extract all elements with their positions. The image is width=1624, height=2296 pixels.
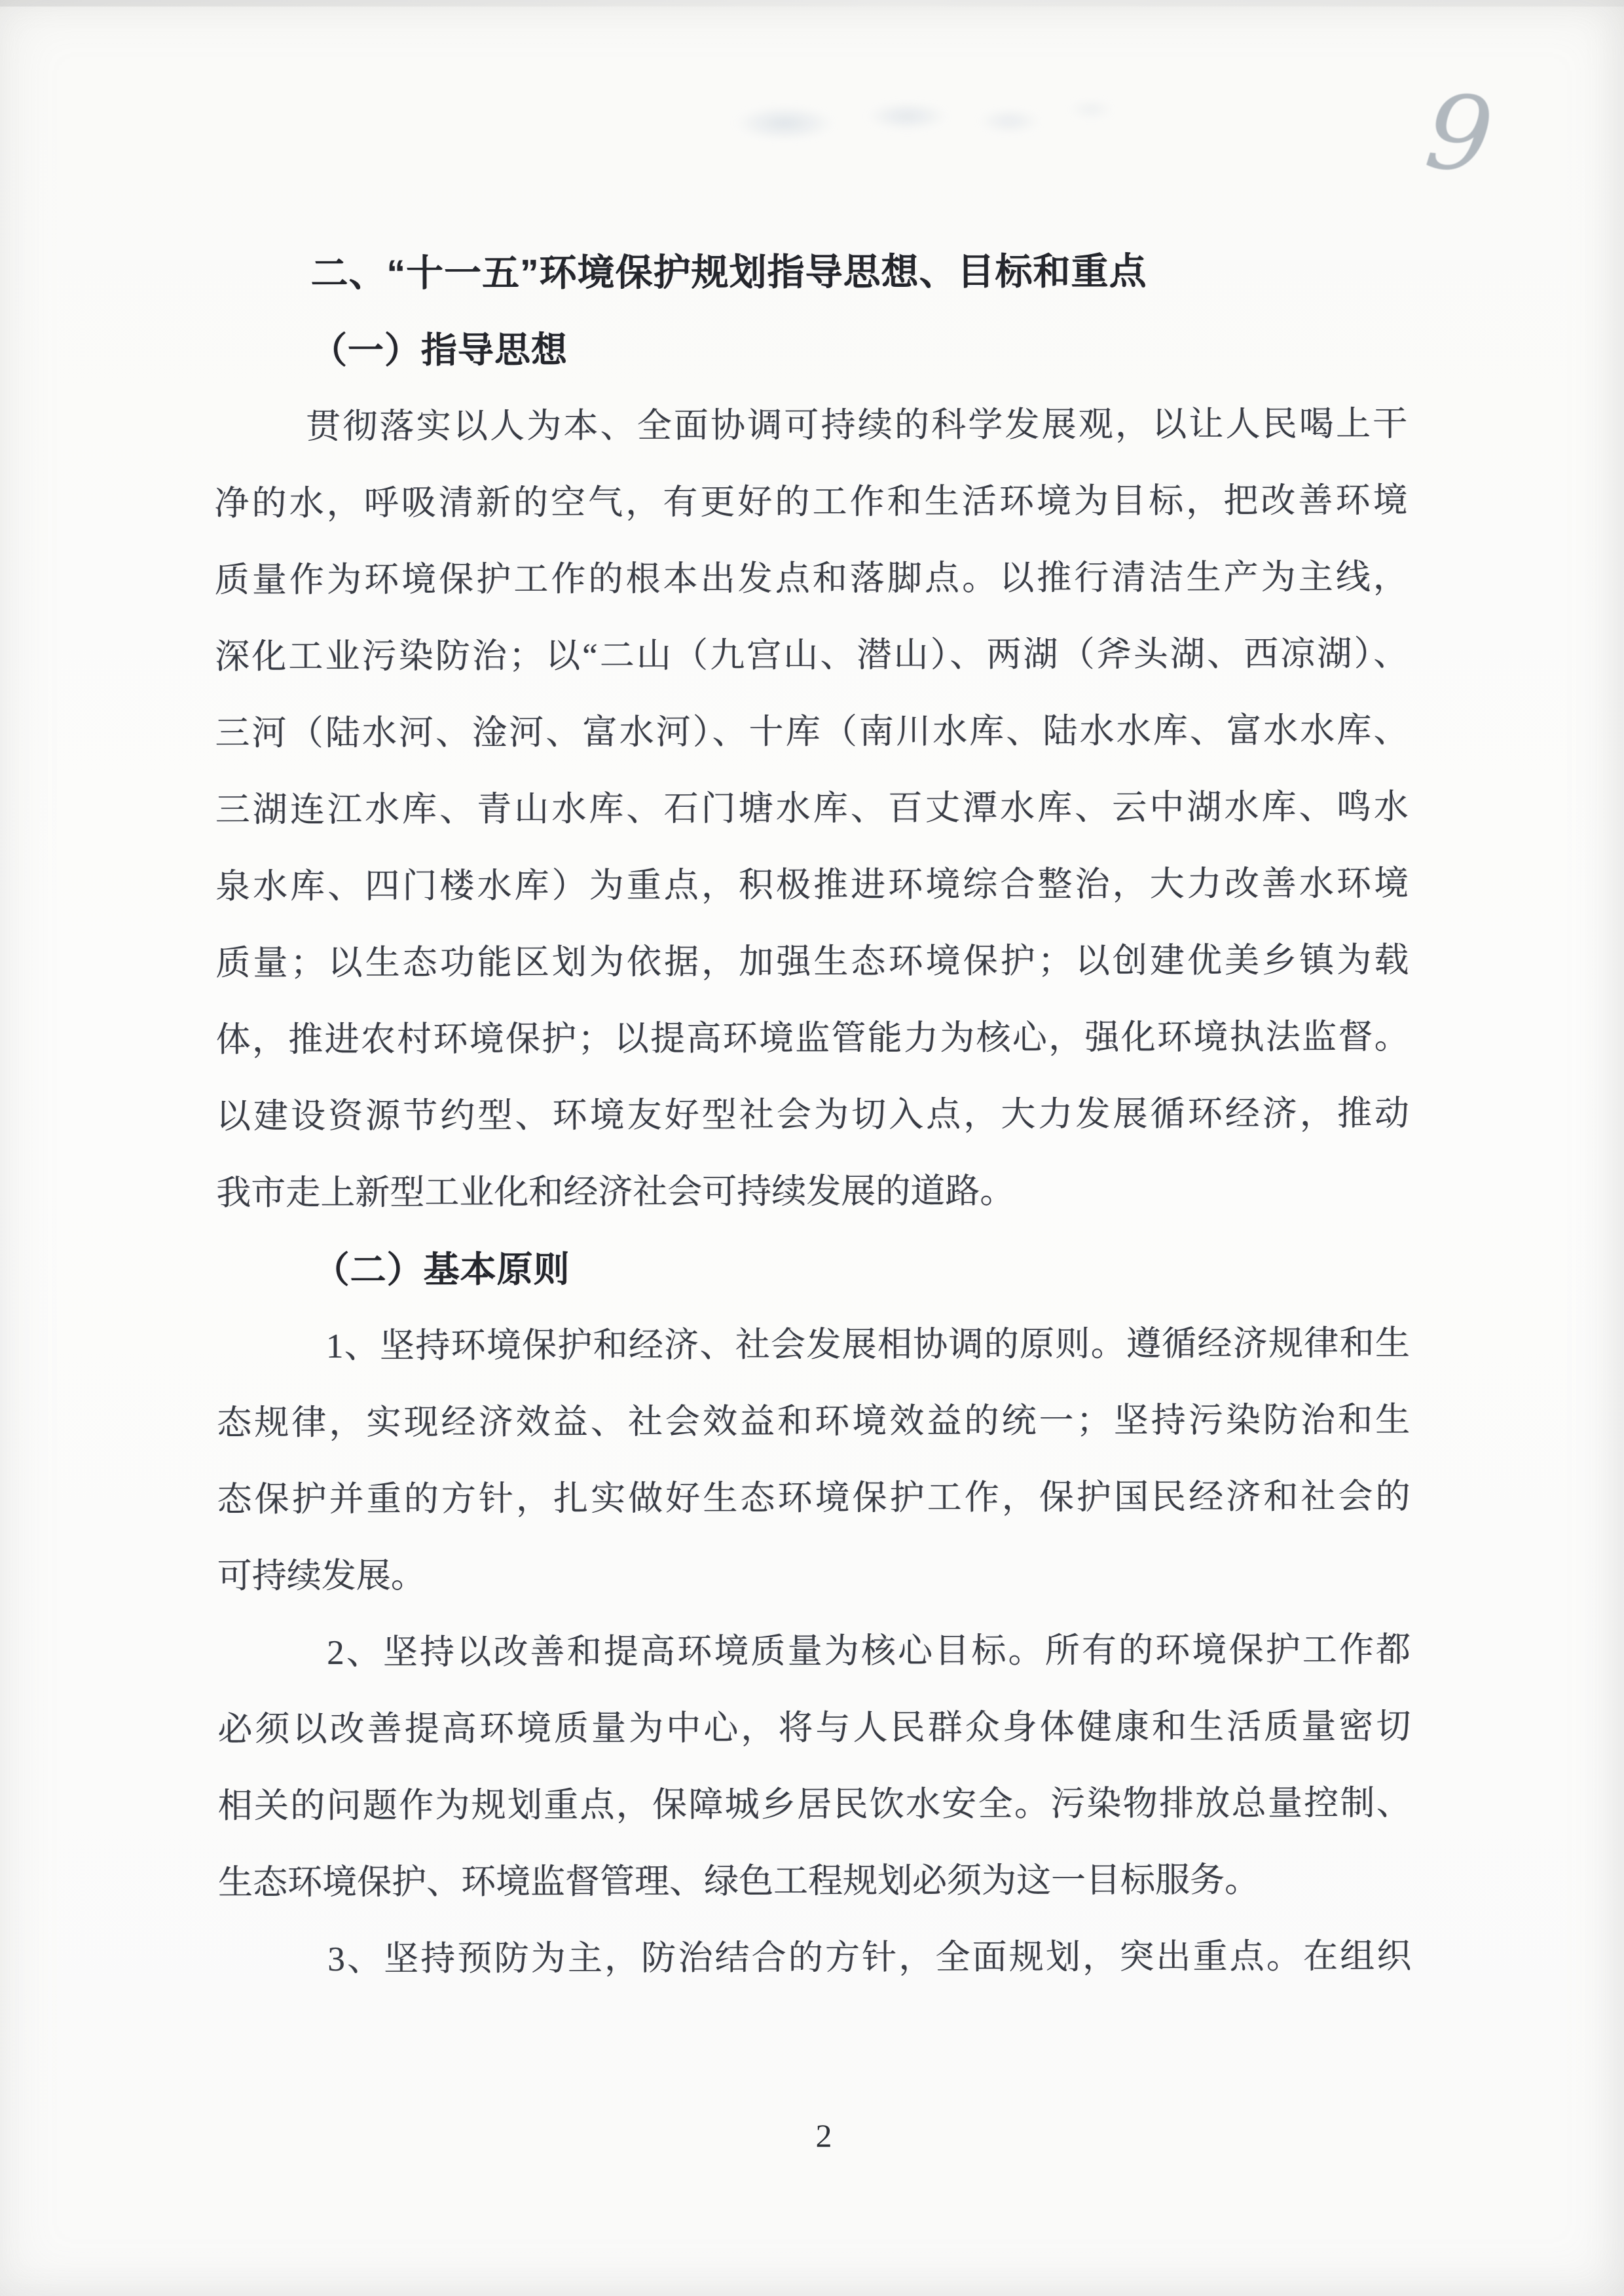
text-line: 必须以改善提高环境质量为中心，将与人民群众身体健康和生活质量密切 [217, 1707, 1411, 1749]
text-line: 三河（陆水河、淦河、富水河）、十库（南川水库、陆水水库、富水水库、 [215, 711, 1409, 753]
text-line: 生态环境保护、环境监督管理、绿色工程规划必须为这一目标服务。 [217, 1861, 1260, 1902]
document-body [213, 233, 1411, 1999]
text-line: 以建设资源节约型、环境友好型社会为切入点，大力发展循环经济，推动 [215, 1094, 1410, 1136]
text-line: 态保护并重的方针，扎实做好生态环境保护工作，保护国民经济和社会的 [217, 1477, 1411, 1519]
handwritten-page-mark: 9 [1420, 71, 1498, 198]
section-1-heading: （一）指导思想 [310, 329, 568, 371]
text-line: 三湖连江水库、青山水库、石门塘水库、百丈潭水库、云中湖水库、鸣水 [215, 788, 1409, 830]
text-line: 净的水，呼吸清新的空气，有更好的工作和生活环境为目标，把改善环境 [214, 481, 1408, 523]
text-line: 质量；以生态功能区划为依据，加强生态环境保护；以创建优美乡镇为载 [215, 941, 1409, 983]
document-title: 二、“十一五”环境保护规划指导思想、目标和重点 [310, 250, 1147, 295]
text-line: 3、坚持预防为主，防治结合的方针，全面规划，突出重点。在组织 [327, 1937, 1412, 1978]
bleedthrough-smudge [642, 62, 1153, 160]
text-line: 质量作为环境保护工作的根本出发点和落脚点。以推行清洁生产为主线， [214, 558, 1408, 600]
text-line: 2、坚持以改善和提高环境质量为核心目标。所有的环境保护工作都 [327, 1631, 1411, 1672]
text-line: 态规律，实现经济效益、社会效益和环境效益的统一；坚持污染防治和生 [217, 1401, 1411, 1443]
text-line: 相关的问题作为规划重点，保障城乡居民饮水安全。污染物排放总量控制、 [217, 1784, 1411, 1826]
text-line: 贯彻落实以人为本、全面协调可持续的科学发展观，以让人民喝上干 [306, 405, 1408, 447]
section-2-heading: （二）基本原则 [313, 1248, 570, 1290]
text-line: 可持续发展。 [217, 1557, 426, 1596]
text-line: 体，推进农村环境保护；以提高环境监管能力为核心，强化环境执法监督。 [215, 1018, 1409, 1060]
text-line: 1、坚持环境保护和经济、社会发展相协调的原则。遵循经济规律和生 [325, 1324, 1410, 1365]
text-line: 我市走上新型工业化和经济社会可持续发展的道路。 [216, 1172, 1015, 1213]
text-line: 深化工业污染防治；以“二山（九宫山、潜山）、两湖（斧头湖、西凉湖）、 [215, 635, 1409, 676]
text-line: 泉水库、四门楼水库）为重点，积极推进环境综合整治，大力改善水环境 [215, 864, 1409, 906]
page-number: 2 [815, 2117, 832, 2154]
